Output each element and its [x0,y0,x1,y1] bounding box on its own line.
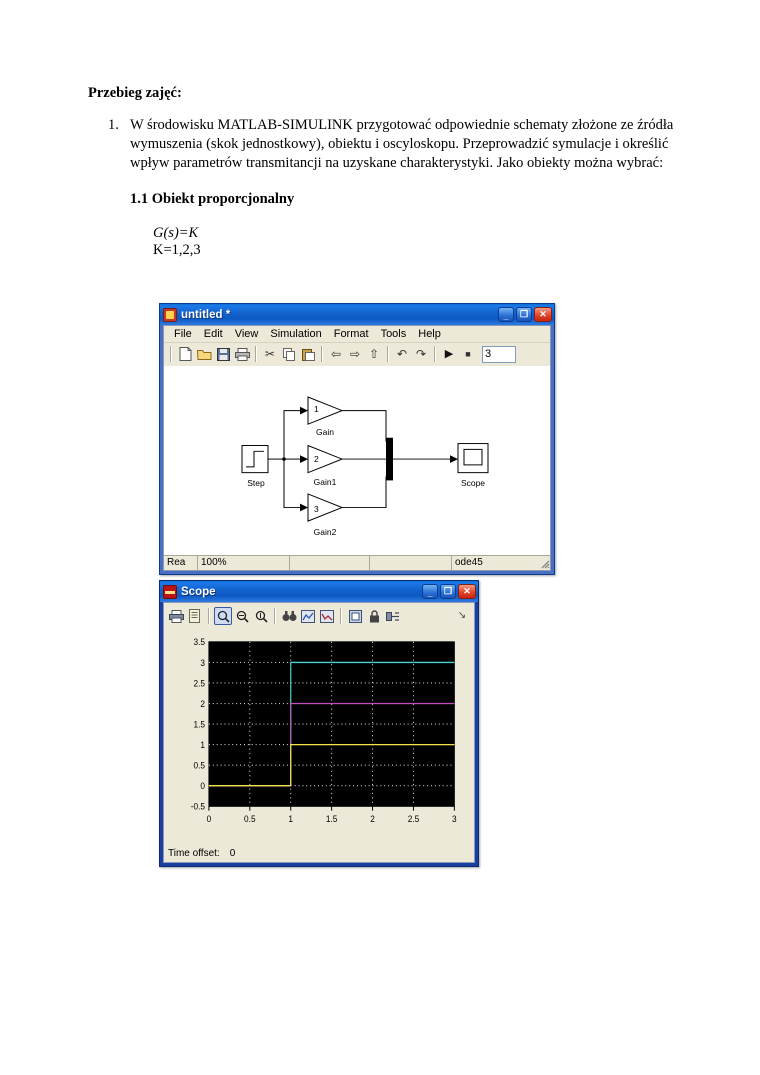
section-heading: 1.1 Obiekt proporcjonalny [130,191,295,207]
document-body [88,85,688,259]
toolbar-divider [340,608,342,624]
redo-icon[interactable]: ↷ [415,347,427,362]
lock-axes-icon[interactable] [365,607,383,625]
block-label-gain: Gain [316,426,334,437]
block-label-gain1: Gain1 [313,476,337,487]
forward-arrow-icon[interactable]: ⇨ [349,347,361,362]
toolbar-divider [321,346,323,362]
svg-text:2: 2 [370,813,375,824]
status-spacer-2 [370,556,452,570]
simulink-window-title: untitled * [181,308,231,321]
list-item [108,116,688,173]
new-document-icon[interactable] [176,345,194,363]
toolbar-divider [274,608,276,624]
menu-file[interactable]: File [174,328,192,341]
close-button[interactable]: ✕ [534,307,552,322]
menu-format[interactable]: Format [333,328,369,341]
status-solver: ode45 [455,557,483,569]
autoscale-binoculars-icon[interactable] [280,607,298,625]
simulink-toolbar[interactable] [164,343,550,366]
menu-simulation[interactable]: Simulation [270,328,322,341]
simulink-model-icon [163,308,177,322]
svg-text:0: 0 [200,780,206,792]
save-axes-icon[interactable] [299,607,317,625]
scope-toolbar[interactable] [164,603,474,629]
print-icon[interactable] [233,345,251,363]
formula-line-1: G(s)=K [153,225,199,241]
block-label-gain2: Gain2 [313,526,337,537]
block-label-gain2-value: 3 [314,503,319,514]
zoom-y-icon[interactable] [252,607,270,625]
undo-icon[interactable]: ↶ [396,347,408,362]
up-arrow-icon[interactable]: ⇧ [368,347,380,362]
block-label-gain-value: 1 [314,403,319,414]
floating-scope-icon[interactable] [346,607,364,625]
scope-chart [168,633,468,844]
status-zoom: 100% [198,556,290,570]
svg-text:0.5: 0.5 [193,759,206,771]
back-arrow-icon[interactable]: ⇦ [330,347,342,362]
copy-icon[interactable] [280,345,298,363]
parameters-icon[interactable] [186,607,204,625]
simulink-titlebar[interactable] [160,304,554,325]
status-spacer-1 [290,556,370,570]
scope-window-title: Scope [181,585,216,598]
close-button[interactable]: ✕ [458,584,476,599]
menu-edit[interactable]: Edit [203,328,223,341]
paste-icon[interactable] [299,345,317,363]
toolbar-divider [170,346,172,362]
status-ready: Rea [164,556,198,570]
block-label-scope: Scope [460,477,486,488]
scope-icon [163,585,177,599]
toolbar-divider [387,346,389,362]
restore-axes-icon[interactable] [318,607,336,625]
svg-text:2.5: 2.5 [193,677,206,689]
signal-selection-icon[interactable] [384,607,402,625]
scope-client-area [163,602,475,863]
simulink-client-area [163,325,551,571]
simulink-canvas[interactable] [164,366,550,555]
svg-text:3.5: 3.5 [193,636,206,648]
toolbar-divider [208,608,210,624]
svg-text:0.5: 0.5 [244,813,256,824]
page-title: Przebieg zajęć: [88,85,182,101]
scope-window[interactable] [159,580,479,867]
toolbar-overflow-icon[interactable]: ↘ [457,610,467,621]
svg-text:-0.5: -0.5 [190,801,206,812]
simulink-statusbar [164,555,550,570]
time-offset-label: Time offset: [168,847,220,859]
print-icon[interactable] [167,607,185,625]
list-item-text: W środowisku MATLAB-SIMULINK przygotować odpowiednie schematy złożone ze źródła wymuszenia (skok jednostkowy), obiektu i oscyloskopu. Przeprowadzić symulacje i określić wpływ parametrów transmitancji na uzyskane charakterystyki. Jako obiekty można wybrać: [130,117,674,171]
toolbar-divider [434,346,436,362]
zoom-box-icon[interactable] [214,607,232,625]
scope-window-buttons[interactable] [422,584,476,599]
simulink-menubar[interactable] [164,326,550,343]
menu-help[interactable]: Help [418,328,441,341]
svg-text:1.5: 1.5 [325,813,338,824]
menu-view[interactable]: View [234,328,259,341]
svg-text:1.5: 1.5 [193,718,206,730]
formula-block [153,225,688,259]
scope-statusbar [164,844,474,862]
cut-icon[interactable]: ✂ [264,347,276,362]
save-icon[interactable] [214,345,232,363]
maximize-button[interactable]: ❐ [440,584,456,599]
stop-time-input[interactable] [482,346,516,363]
toolbar-divider [255,346,257,362]
zoom-x-icon[interactable] [233,607,251,625]
simulink-window-buttons[interactable] [498,307,552,322]
stop-simulation-icon[interactable]: ■ [465,348,471,359]
menu-tools[interactable]: Tools [380,328,407,341]
svg-text:2.5: 2.5 [407,813,420,824]
open-folder-icon[interactable] [195,345,213,363]
svg-text:3: 3 [200,657,206,668]
start-simulation-icon[interactable]: ▶ [444,347,454,360]
formula-line-2: K=1,2,3 [153,242,201,258]
block-diagram [164,366,550,555]
svg-text:3: 3 [452,813,457,824]
scope-plot-area [164,629,474,844]
minimize-button[interactable]: _ [422,584,438,599]
svg-text:0: 0 [206,813,212,824]
scope-titlebar[interactable] [160,581,478,602]
time-offset-value: 0 [229,847,236,859]
svg-text:1: 1 [200,739,206,751]
list-item-number: 1. [108,117,119,133]
minimize-button[interactable]: _ [498,307,514,322]
block-label-gain1-value: 2 [314,453,319,464]
block-label-step: Step [247,477,265,488]
svg-text:2: 2 [200,698,206,709]
simulink-model-window[interactable] [159,303,555,575]
resize-grip[interactable] [538,557,550,569]
maximize-button[interactable]: ❐ [516,307,532,322]
svg-text:1: 1 [288,813,294,824]
